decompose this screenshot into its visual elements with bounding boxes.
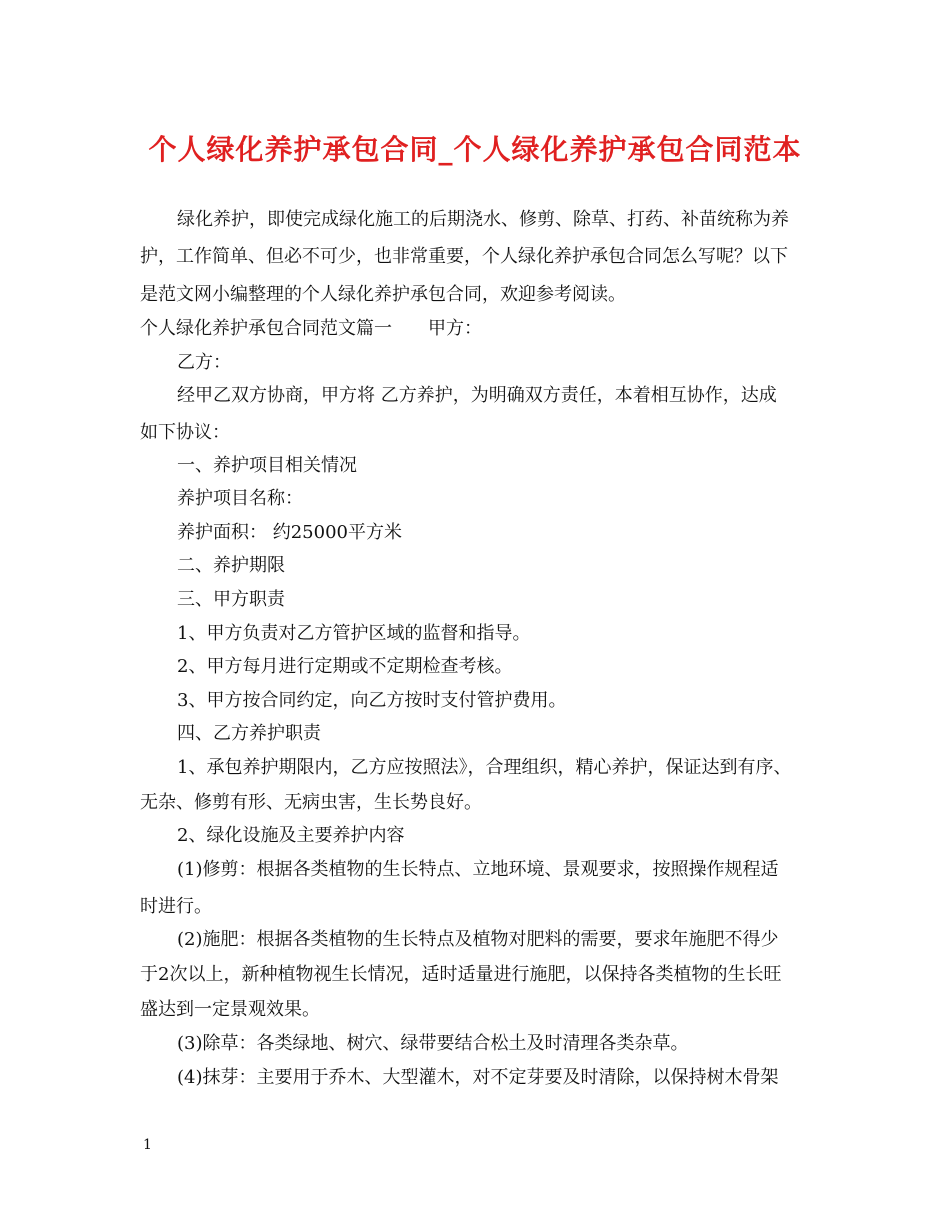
- body-line: 盛达到一定景观效果。: [140, 999, 320, 1020]
- body-line: 1、甲方负责对乙方管护区域的监督和指导。: [177, 623, 531, 644]
- body-line: 1、承包养护期限内，乙方应按照法》，合理组织，精心养护，保证达到有序、: [177, 757, 792, 778]
- body-line: 个人绿化养护承包合同范文篇一 甲方：: [140, 318, 482, 339]
- body-line: 经甲乙双方协商，甲方将 乙方养护，为明确双方责任，本着相互协作，达成: [177, 385, 777, 406]
- body-line: (3)除草：各类绿地、树穴、绿带要结合松土及时清理各类杂草。: [177, 1033, 689, 1054]
- body-line: 绿化养护，即使完成绿化施工的后期浇水、修剪、除草、打药、补苗统称为养: [177, 209, 789, 230]
- body-line: 如下协议：: [140, 422, 230, 443]
- body-line: (4)抹芽：主要用于乔木、大型灌木，对不定芽要及时清除，以保持树木骨架: [177, 1067, 779, 1088]
- body-line: (1)修剪：根据各类植物的生长特点、立地环境、景观要求，按照操作规程适: [177, 859, 779, 880]
- body-line: 乙方：: [177, 352, 231, 373]
- body-line: 养护面积： 约25000平方米: [177, 522, 402, 543]
- section-heading: 一、养护项目相关情况: [177, 455, 357, 476]
- body-line: 时进行。: [140, 896, 212, 917]
- document-title: 个人绿化养护承包合同_个人绿化养护承包合同范本: [148, 133, 802, 166]
- body-line: 无杂、修剪有形、无病虫害，生长势良好。: [140, 792, 482, 813]
- body-line: 2、绿化设施及主要养护内容: [177, 825, 405, 846]
- body-line: 于2次以上，新种植物视生长情况，适时适量进行施肥，以保持各类植物的生长旺: [140, 964, 782, 985]
- body-line: (2)施肥：根据各类植物的生长特点及植物对肥料的需要，要求年施肥不得少: [177, 929, 779, 950]
- section-heading: 四、乙方养护职责: [177, 723, 321, 744]
- body-line: 护，工作简单、但必不可少，也非常重要，个人绿化养护承包合同怎么写呢？以下: [140, 246, 788, 267]
- section-heading: 三、甲方职责: [177, 589, 285, 610]
- body-line: 2、甲方每月进行定期或不定期检查考核。: [177, 656, 513, 677]
- section-heading: 二、养护期限: [177, 555, 285, 576]
- body-line: 养护项目名称：: [177, 488, 303, 509]
- body-line: 3、甲方按合同约定，向乙方按时支付管护费用。: [177, 690, 567, 711]
- body-line: 是范文网小编整理的个人绿化养护承包合同，欢迎参考阅读。: [140, 284, 626, 305]
- page-number: 1: [143, 1137, 152, 1153]
